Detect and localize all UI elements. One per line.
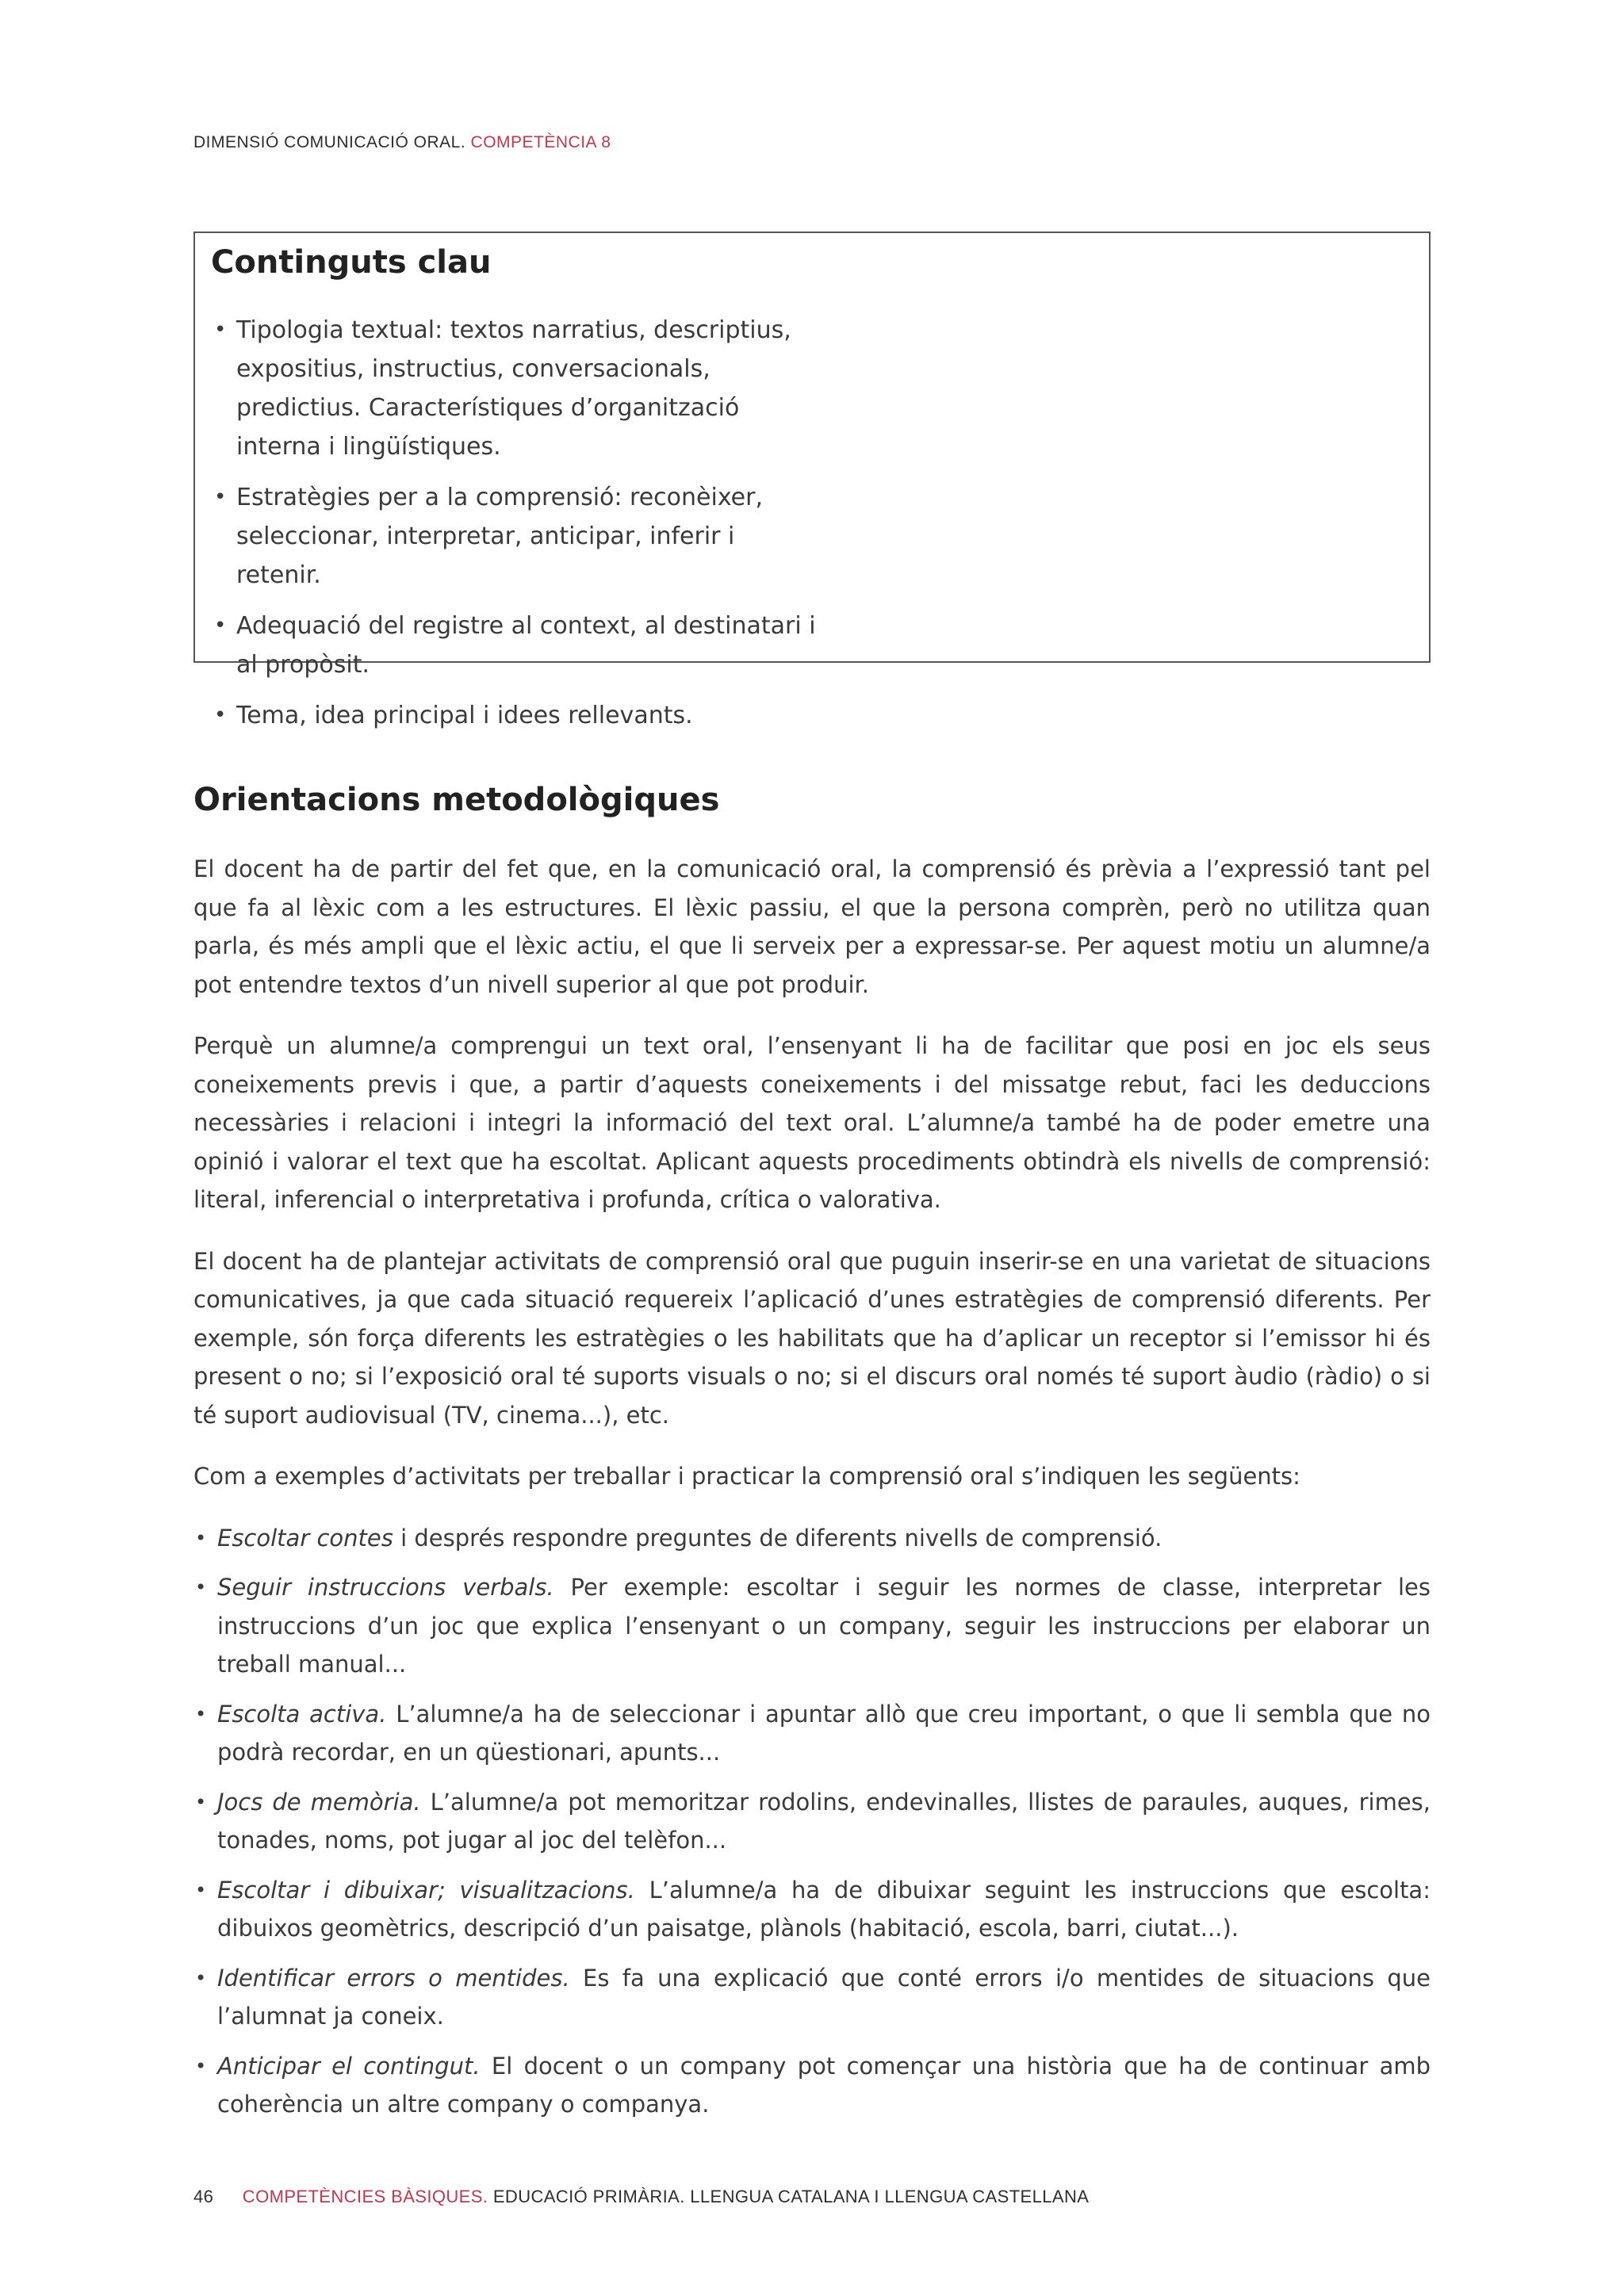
running-header — [193, 133, 611, 152]
activity-text: L’alumne/a pot memoritzar rodolins, endevinalles, llistes de paraules, auques, rimes, tonades, noms, pot jugar al joc del telèfon... — [217, 1788, 1431, 1854]
methodology-body — [193, 850, 1431, 2135]
paragraph: El docent ha de partir del fet que, en la comunicació oral, la comprensió és prèvia a l’expressió tant pel que fa al lèxic com a les estructures. El lèxic passiu, el que la persona comprèn, però no utilitza quan parla, és més ampli que el lèxic actiu, el que li serveix per a expressar-se. Per aquest motiu un alumne/a pot entendre textos d’un nivell superior al que pot produir. — [193, 855, 1431, 998]
activity-item — [193, 1568, 1431, 1684]
activity-item — [193, 1695, 1431, 1772]
methodology-title: Orientacions metodològiques — [193, 782, 720, 818]
key-content-item: • Tema, idea principal i idees rellevants. — [211, 696, 822, 735]
activity-term: Escoltar contes — [217, 1524, 393, 1552]
activity-item — [193, 1783, 1431, 1860]
key-contents-list — [211, 311, 822, 747]
activity-term: Seguir instruccions verbals. — [217, 1574, 554, 1601]
activity-term: Jocs de memòria. — [217, 1788, 421, 1816]
activity-text: L’alumne/a ha de dibuixar seguint les instruccions que escolta: dibuixos geomètrics, descripció d’un paisatge, plànols (habitació, escola, barri, ciutat...). — [217, 1876, 1431, 1942]
page-number: 46 — [193, 2187, 214, 2206]
activity-item — [193, 2047, 1431, 2124]
footer-accent: COMPETÈNCIES BÀSIQUES. — [242, 2187, 488, 2206]
activity-term: Escoltar i dibuixar; visualitzacions. — [217, 1876, 635, 1904]
activity-item — [193, 1959, 1431, 2036]
activity-text: L’alumne/a ha de seleccionar i apuntar allò que creu important, o que li sembla que no podrà recordar, en un qüestionari, apunts... — [217, 1700, 1431, 1766]
activity-item — [193, 1519, 1431, 1558]
paragraph: El docent ha de plantejar activitats de comprensió oral que puguin inserir-se en una varietat de situacions comunicatives, ja que cada situació requereix l’aplicació d’unes estratègies de comprensió diferents. Per exemple, són força diferents les estratègies o les habilitats que ha d’aplicar un receptor si l’emissor hi és present o no; si l’exposició oral té suports visuals o no; si el discurs oral només té suport àudio (ràdio) o si té suport audiovisual (TV, cinema...), etc. — [193, 1247, 1431, 1429]
activity-term: Identificar errors o mentides. — [217, 1964, 570, 1992]
key-contents-title: Continguts clau — [211, 244, 492, 281]
running-footer — [193, 2187, 1089, 2207]
activity-text: Es fa una explicació que conté errors i/o mentides de situacions que l’alumnat ja coneix. — [217, 1964, 1431, 2030]
key-content-item: • Tipologia textual: textos narratius, descriptius, expositius, instructius, conversacionals, predictius. Característiques d’organització interna i lingüístiques. — [211, 311, 822, 466]
header-accent: COMPETÈNCIA 8 — [470, 133, 611, 151]
activity-item — [193, 1871, 1431, 1948]
activities-list — [193, 1519, 1431, 2124]
activity-term: Escolta activa. — [217, 1700, 387, 1728]
key-contents-box — [193, 232, 1431, 729]
activity-text: i després respondre preguntes de diferents nivells de comprensió. — [393, 1524, 1162, 1552]
activity-text: El docent o un company pot començar una història que ha de continuar amb coherència un altre company o companya. — [217, 2052, 1431, 2118]
footer-rest: EDUCACIÓ PRIMÀRIA. LLENGUA CATALANA I LLENGUA CASTELLANA — [492, 2187, 1090, 2206]
paragraph: Com a exemples d’activitats per treballar i practicar la comprensió oral s’indiquen les següents: — [193, 1463, 1300, 1490]
header-prefix: DIMENSIÓ COMUNICACIÓ ORAL. — [193, 133, 466, 151]
key-content-item: • Estratègies per a la comprensió: reconèixer, seleccionar, interpretar, anticipar, inferir i retenir. — [211, 478, 822, 595]
paragraph: Perquè un alumne/a comprengui un text oral, l’ensenyant li ha de facilitar que posi en joc els seus coneixements previs i que, a partir d’aquests coneixements i del missatge rebut, faci les deduccions necessàries i relacioni i integri la informació del text oral. L’alumne/a també ha de poder emetre una opinió i valorar el text que ha escoltat. Aplicant aquests procediments obtindrà els nivells de comprensió: literal, inferencial o interpretativa i profunda, crítica o valorativa. — [193, 1032, 1431, 1213]
key-content-item: • Adequació del registre al context, al destinatari i al propòsit. — [211, 607, 822, 684]
activity-text: Per exemple: escoltar i seguir les normes de classe, interpretar les instruccions d’un joc que explica l’ensenyant o un company, seguir les instruccions per elaborar un treball manual... — [217, 1574, 1431, 1678]
activity-term: Anticipar el contingut. — [217, 2052, 481, 2080]
